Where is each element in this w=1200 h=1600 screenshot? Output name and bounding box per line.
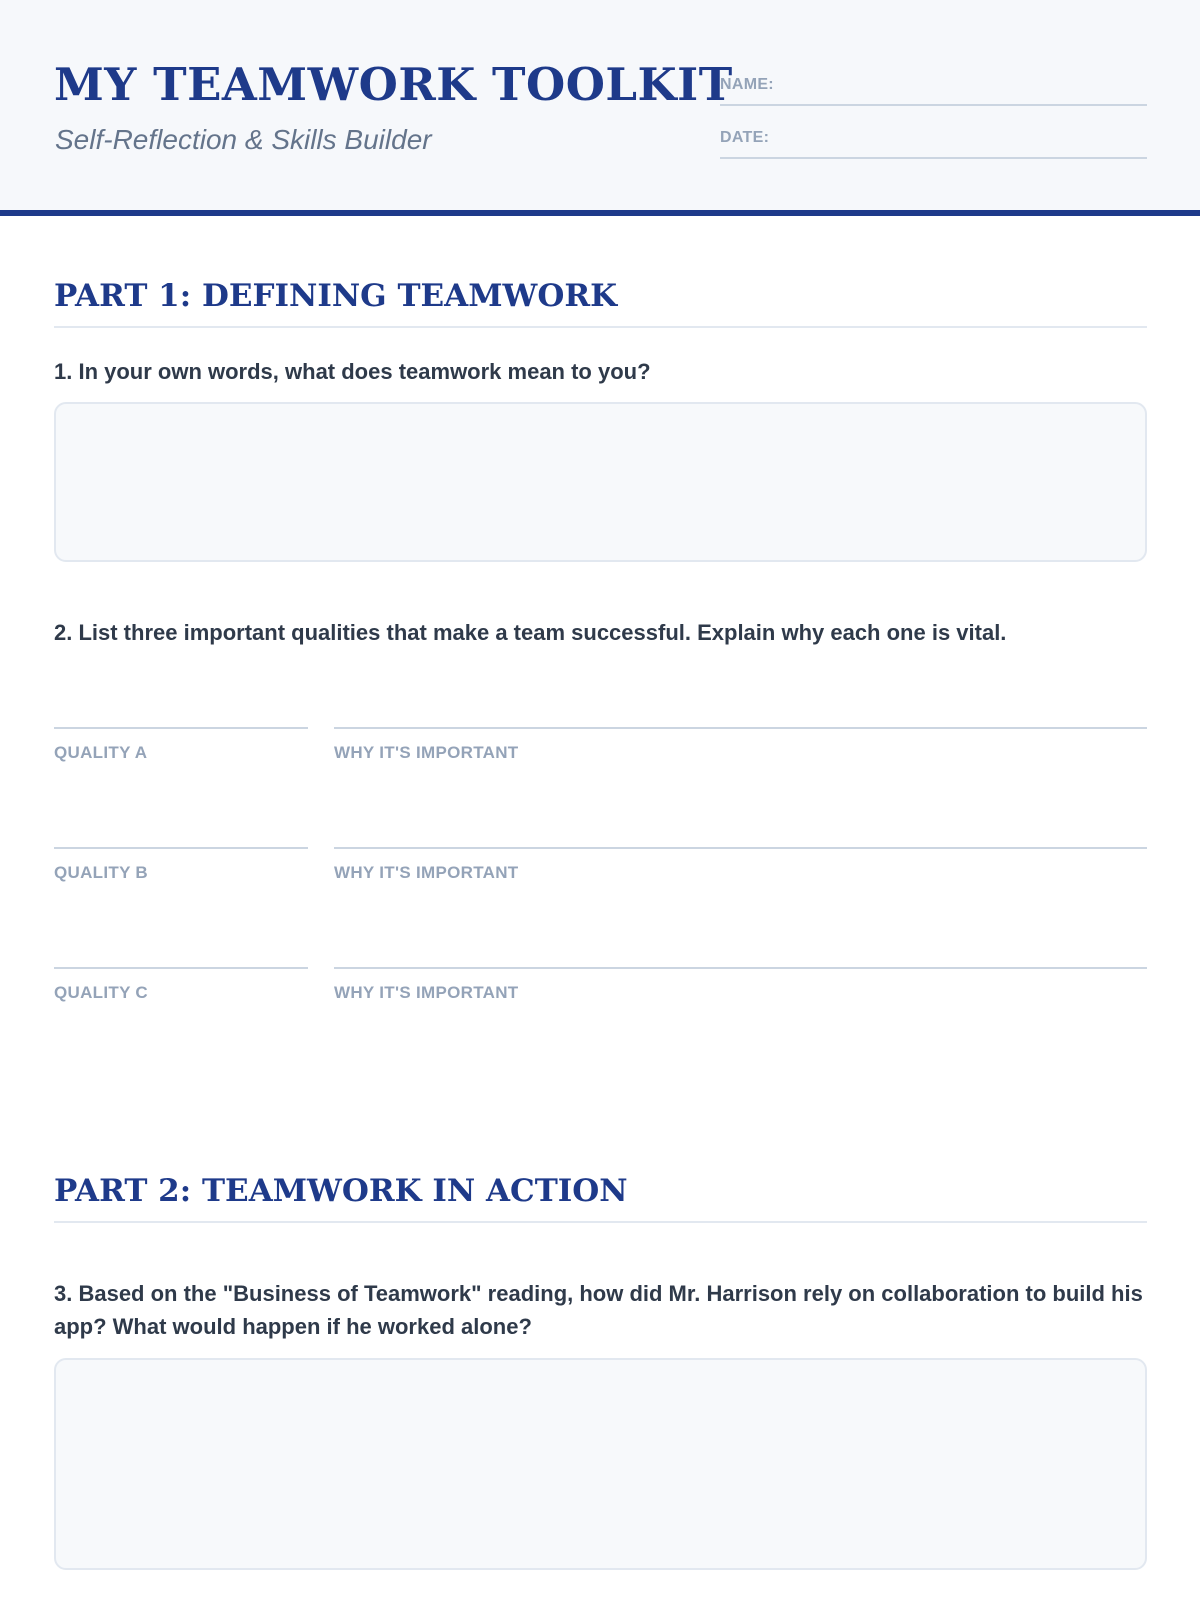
quality-a-line[interactable] [54,727,308,729]
quality-b-label: QUALITY B [54,863,149,882]
quality-b-line[interactable] [54,847,308,849]
question-1: 1. In your own words, what does teamwork mean to you? [54,359,651,384]
part2-title: PART 2: TEAMWORK IN ACTION [54,1173,1147,1223]
answer-box-3[interactable] [54,1358,1147,1570]
part1-title: PART 1: DEFINING TEAMWORK [54,278,1147,328]
quality-b-why-label: WHY IT'S IMPORTANT [334,863,519,882]
question-3: 3. Based on the "Business of Teamwork" reading, how did Mr. Harrison rely on collaboration to build his app? What would happen if he worked alone? [54,1281,1143,1339]
quality-a-label: QUALITY A [54,743,148,762]
date-field[interactable] [720,129,1147,159]
quality-c-why-line[interactable] [334,967,1147,969]
quality-c-label: QUALITY C [54,983,149,1002]
quality-b-why-line[interactable] [334,847,1147,849]
quality-a-why-line[interactable] [334,727,1147,729]
question-2: 2. List three important qualities that make a team successful. Explain why each one is vital. [54,620,1007,645]
answer-box-1[interactable] [54,402,1147,562]
name-field[interactable] [720,76,1147,106]
quality-c-line[interactable] [54,967,308,969]
page-subtitle: Self-Reflection & Skills Builder [55,124,432,155]
quality-a-why-label: WHY IT'S IMPORTANT [334,743,519,762]
name-label: NAME: [720,76,774,93]
date-label: DATE: [720,129,770,146]
worksheet-header [0,0,1200,216]
quality-c-why-label: WHY IT'S IMPORTANT [334,983,519,1002]
page-title: MY TEAMWORK TOOLKIT [54,58,733,111]
